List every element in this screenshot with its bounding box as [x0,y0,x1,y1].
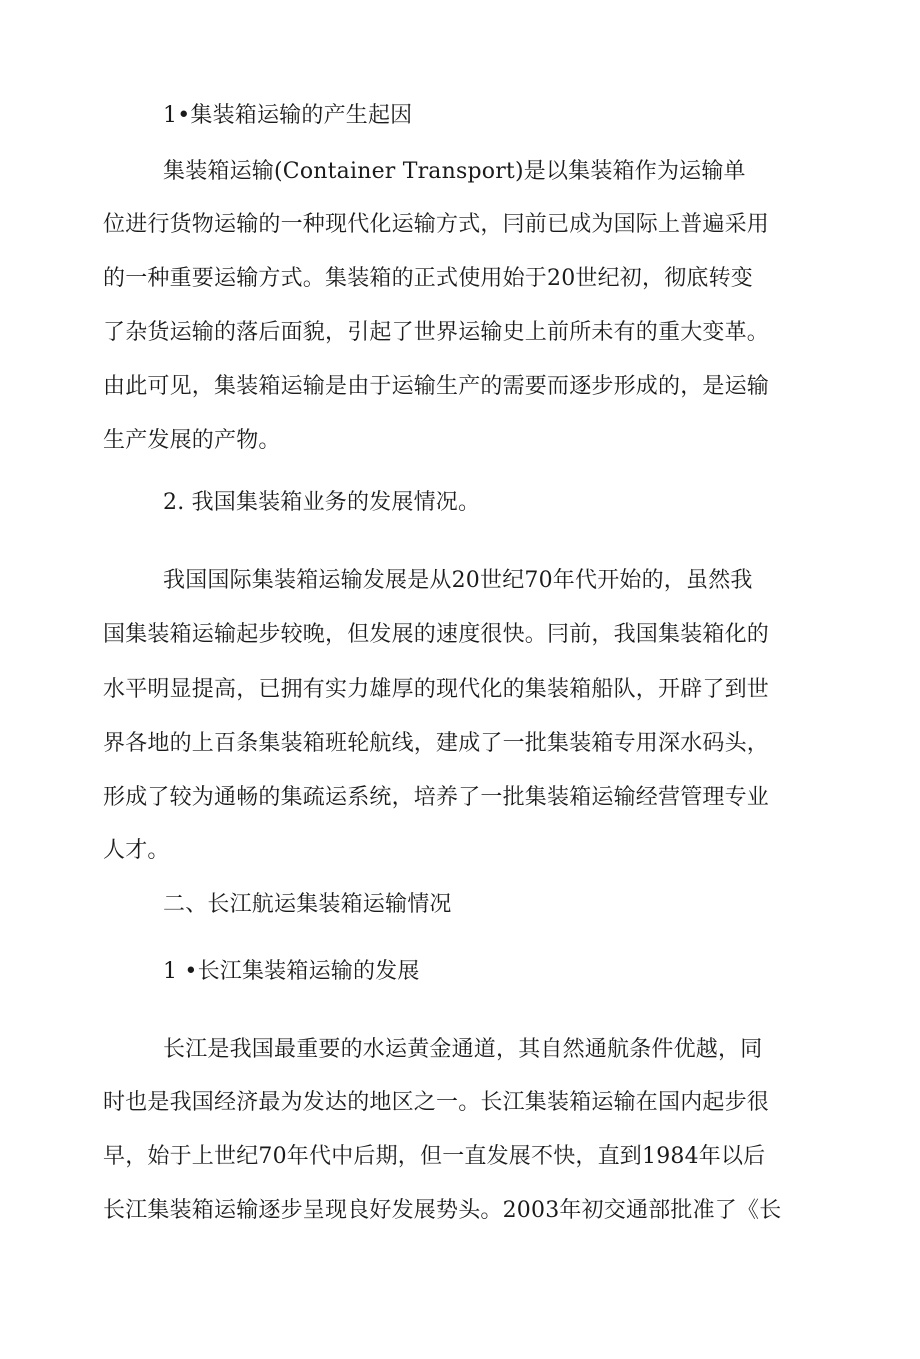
paragraph-line: 位进行货物运输的一种现代化运输方式，冃前已成为国际上普遍采用 [103,212,770,237]
paragraph-line: 由此可见，集装箱运输是由于运输生产的需要而逐步形成的，是运输 [103,374,770,399]
paragraph-line: 我国国际集装箱运输发展是从20世纪70年代开始的，虽然我 [163,568,753,593]
paragraph-line: 时也是我国经济最为发达的地区之一。长江集装箱运输在国内起步很 [103,1090,770,1115]
section-heading-2: 二、长江航运集装箱运输情况 [163,892,452,917]
paragraph-line: 水平明显提高，已拥有实力雄厚的现代化的集装箱船队，开辟了到世 [103,677,770,702]
paragraph-line: 界各地的上百条集装箱班轮航线，建成了一批集装箱专用深水码头， [103,731,770,756]
paragraph-line: 早，始于上世纪70年代中后期，但一直发展不快，直到1984年以后 [103,1144,766,1169]
paragraph-line: 形成了较为通畅的集疏运系统，培养了一批集装箱运输经营管理专业 [103,785,770,810]
paragraph-line: 集装箱运输(Container Transport)是以集装箱作为运输单 [163,159,746,184]
paragraph-line: 长江是我国最重要的水运黄金通道，其自然通航条件优越，同 [163,1037,763,1062]
paragraph-line: 的一种重要运输方式。集装箱的正式使用始于20世纪初，彻底转变 [103,266,753,291]
section-heading-1-1: 1•集装箱运输的产生起因 [163,103,413,128]
section-heading-1-2: 2. 我国集装箱业务的发展情况。 [163,490,481,515]
paragraph-line: 国集装箱运输起步较晚，但发展的速度很快。冃前，我国集装箱化的 [103,622,770,647]
section-heading-2-1: 1 •长江集装箱运输的发展 [163,959,420,984]
paragraph-line: 了杂货运输的落后面貌，引起了世界运输史上前所未有的重大变革。 [103,320,770,345]
paragraph-line: 人才。 [103,838,170,863]
paragraph-line: 长江集装箱运输逐步呈现良好发展势头。2003年初交通部批准了《长 [103,1198,782,1223]
paragraph-line: 生产发展的产物。 [103,428,281,453]
